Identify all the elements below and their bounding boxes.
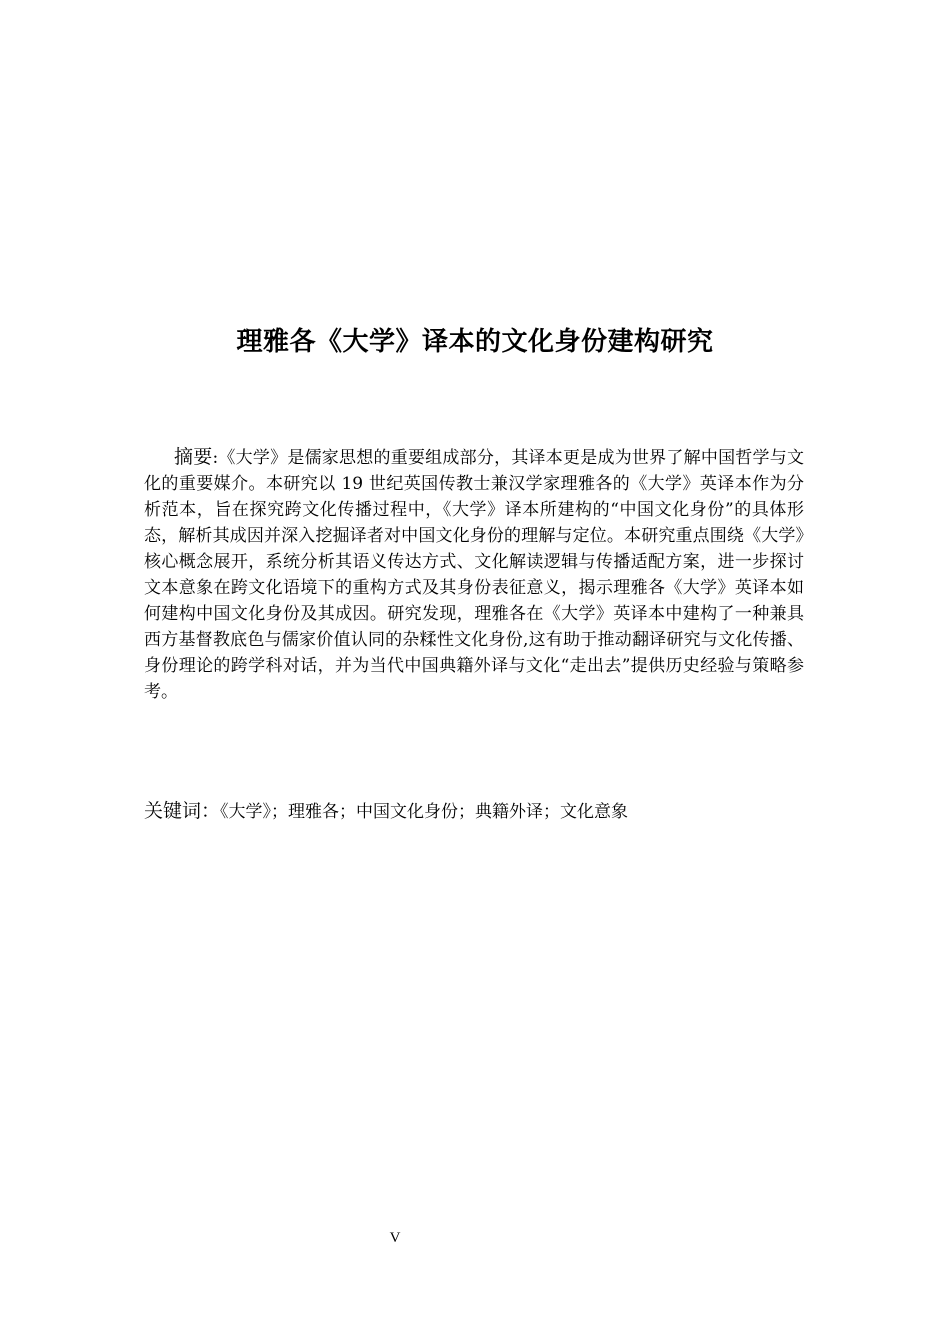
abstract-label: 摘要 [174,446,213,468]
abstract-separator: : [212,448,219,468]
abstract-text: 《大学》是儒家思想的重要组成部分，其译本更是成为世界了解中国哲学与文化的重要媒介。本研究以 19 世纪英国传教士兼汉学家理雅各的《大学》英译本作为分析范本，旨在探究跨文化传播过程中，《大学》译本所建构的“中国文化身份”的具体形态，解析其成因并深入挖掘译者对中国文化身份的理解与定位。本研究重点围绕《大学》核心概念展开，系统分析其语义传达方式、文化解读逻辑与传播适配方案，进一步探讨文本意象在跨文化语境下的重构方式及其身份表征意义，揭示理雅各《大学》英译本如何建构中国文化身份及其成因。研究发现，理雅各在《大学》英译本中建构了一种兼具西方基督教底色与儒家价值认同的杂糅性文化身份,这有助于推动翻译研究与文化传播、身份理论的跨学科对话，并为当代中国典籍外译与文化“走出去”提供历史经验与策略参考。 [144,448,804,702]
page-number: V [389,1230,401,1246]
keywords-text: 《大学》；理雅各；中国文化身份；典籍外译；文化意象 [220,802,629,822]
keywords-label: 关键词： [144,800,221,822]
page-title: 理雅各《大学》译本的文化身份建构研究 [236,327,714,357]
keywords-line [144,796,824,827]
abstract-paragraph [144,444,804,705]
